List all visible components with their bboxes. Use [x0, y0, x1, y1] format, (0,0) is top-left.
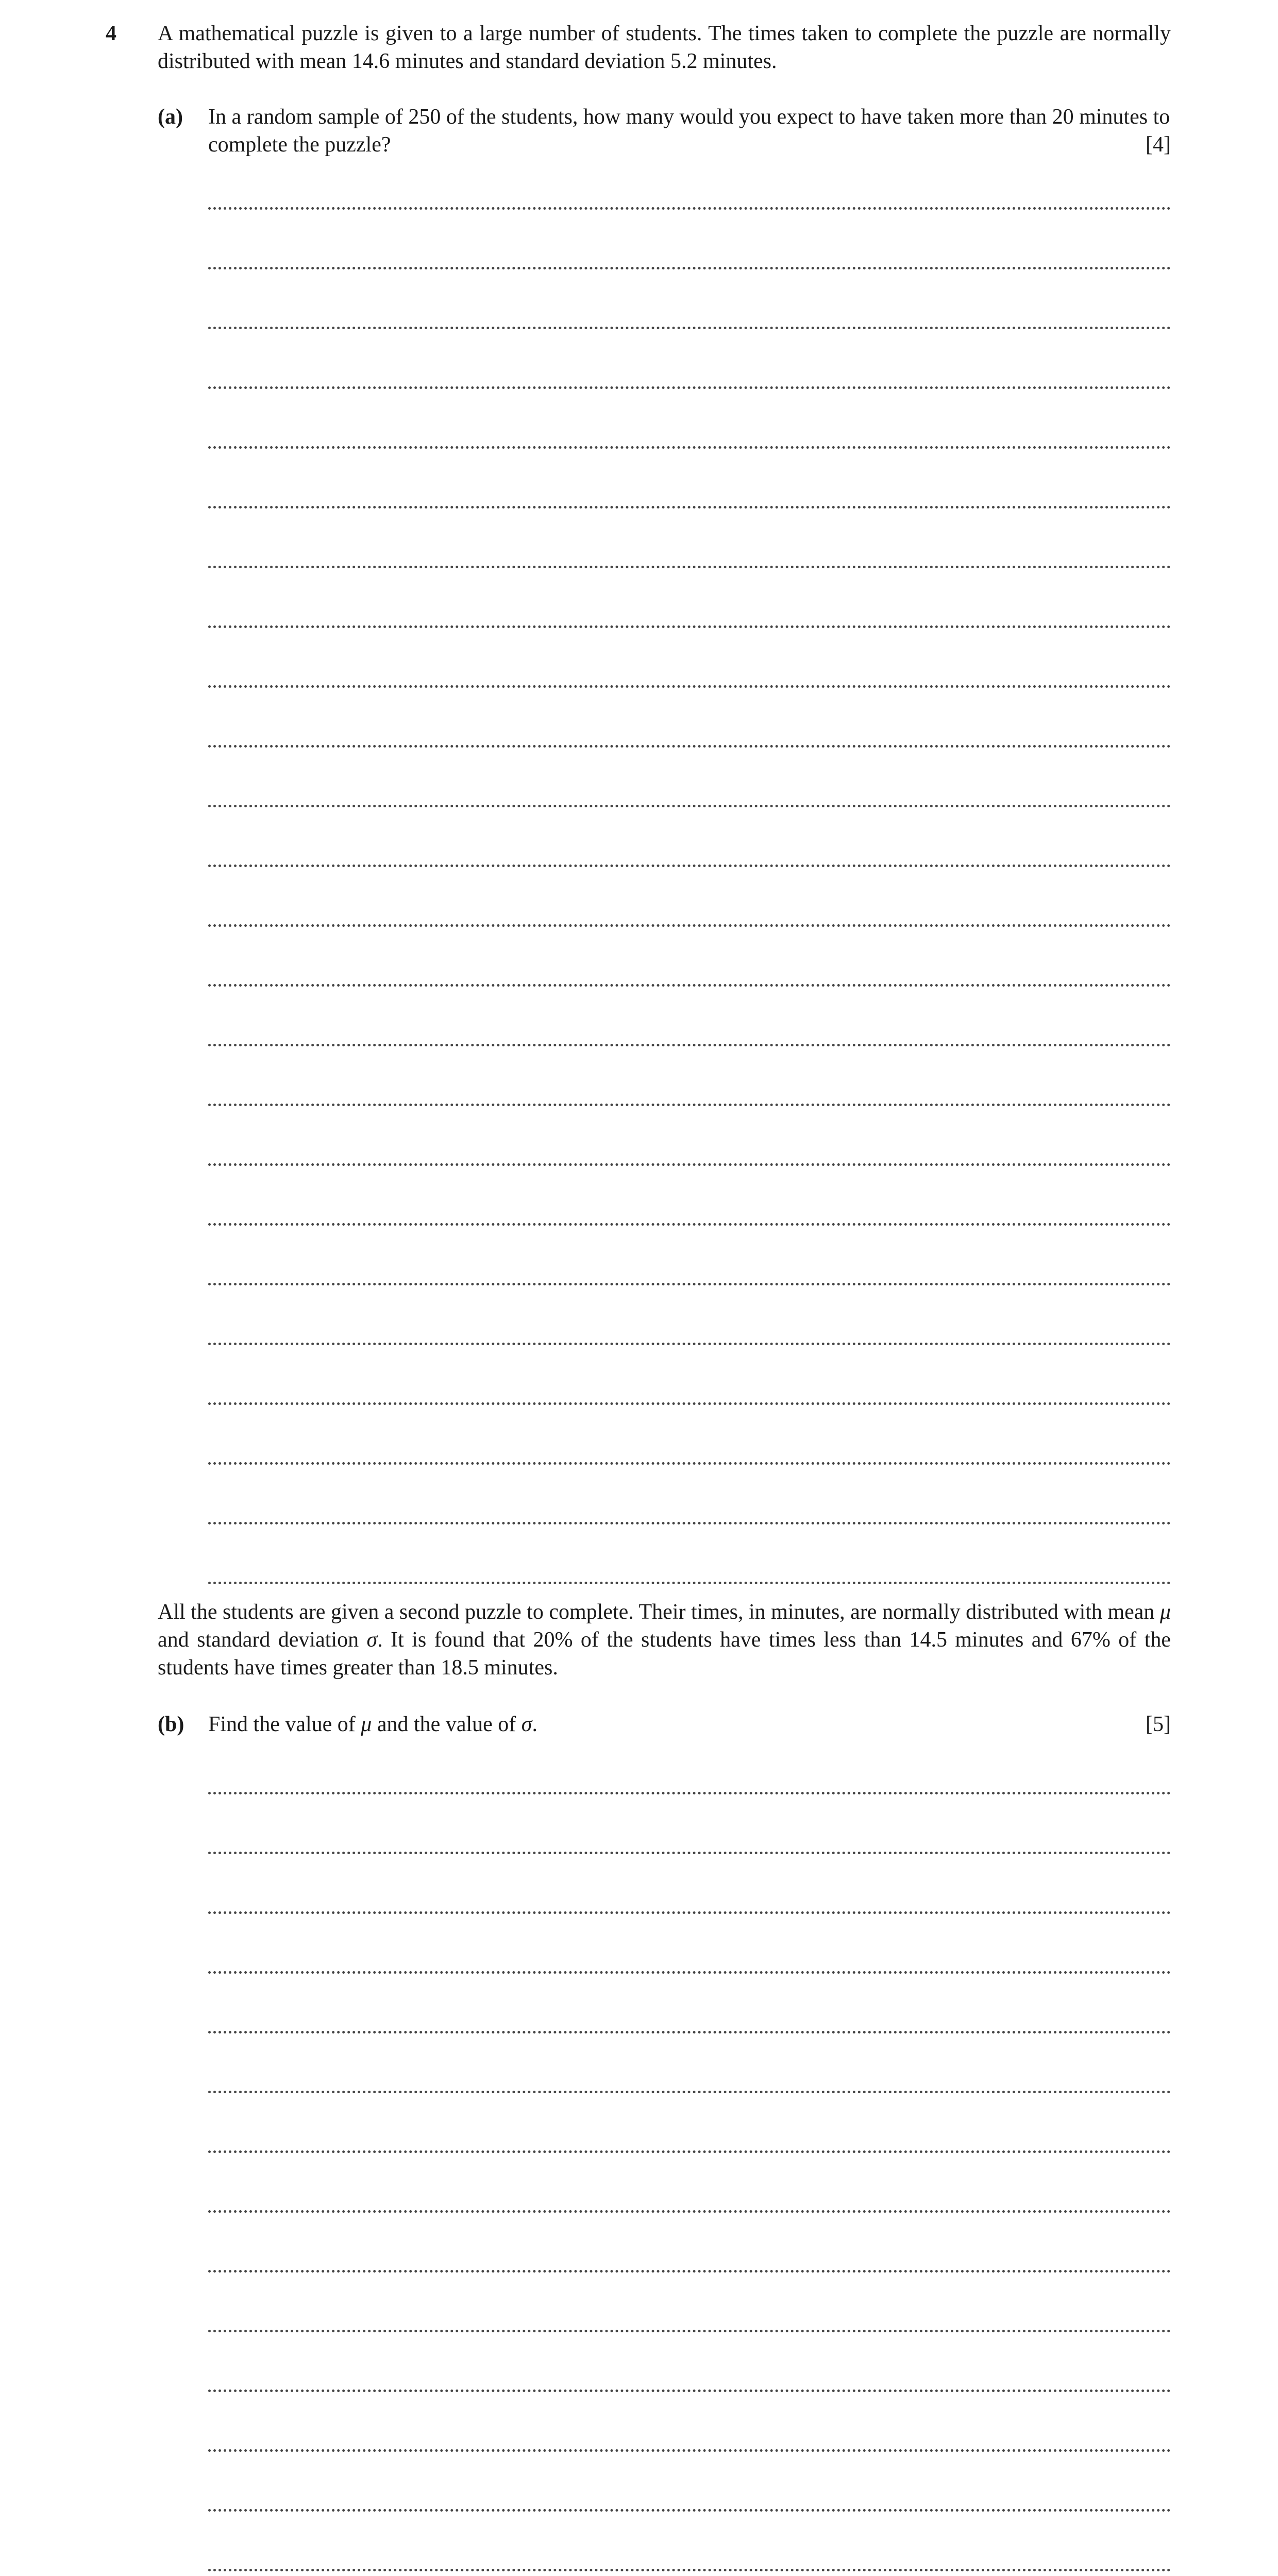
answer-line[interactable] [208, 865, 1171, 867]
answer-line[interactable] [208, 2449, 1171, 2452]
answer-line[interactable] [208, 506, 1171, 509]
answer-line[interactable] [208, 2270, 1171, 2273]
answer-line[interactable] [208, 2150, 1171, 2153]
answer-line[interactable] [208, 685, 1171, 688]
answer-line[interactable] [208, 327, 1171, 329]
answer-line[interactable] [208, 1911, 1171, 1914]
answer-line[interactable] [208, 566, 1171, 568]
sigma-symbol: σ [366, 1628, 378, 1652]
answer-line[interactable] [208, 745, 1171, 748]
answer-line[interactable] [208, 1104, 1171, 1106]
stem-text-3: . It is found that 20% of the students have times less than 14.5 minutes and 67% of the students have times greater than 18.5 minutes. [158, 1628, 1171, 1680]
part-b-marks: [5] [1146, 1713, 1171, 1736]
answer-line[interactable] [208, 386, 1171, 389]
answer-line[interactable] [208, 1283, 1171, 1285]
question-intro: A mathematical puzzle is given to a large number of students. The times taken to complete the puzzle are normally distributed with mean 14.6 minutes and standard deviation 5.2 minutes. [158, 22, 1171, 73]
answer-line[interactable] [208, 2091, 1171, 2093]
answer-line[interactable] [208, 625, 1171, 628]
answer-line[interactable] [208, 1792, 1171, 1794]
answer-line[interactable] [208, 1852, 1171, 1854]
answer-line[interactable] [208, 2031, 1171, 2033]
answer-line[interactable] [208, 805, 1171, 807]
answer-line[interactable] [208, 1462, 1171, 1465]
answer-line[interactable] [208, 1163, 1171, 1166]
part-a-text: In a random sample of 250 of the students, how many would you expect to have taken more than 20 minutes to complete the puzzle? [208, 105, 1170, 157]
answer-line[interactable] [208, 267, 1171, 269]
part-b-text-3: . [532, 1713, 537, 1736]
answer-line[interactable] [208, 2509, 1171, 2512]
mu-symbol: μ [361, 1713, 372, 1736]
answer-line[interactable] [208, 1582, 1171, 1584]
part-b-label: (b) [158, 1713, 184, 1736]
part-a-marks: [4] [1146, 133, 1171, 157]
answer-line[interactable] [208, 924, 1171, 927]
answer-line[interactable] [208, 1044, 1171, 1046]
sigma-symbol: σ [521, 1713, 532, 1736]
answer-line[interactable] [208, 207, 1171, 210]
mu-symbol: μ [1159, 1600, 1171, 1624]
part-b-text-1: Find the value of [208, 1713, 361, 1736]
answer-line[interactable] [208, 2569, 1171, 2571]
answer-line[interactable] [208, 446, 1171, 449]
question-number: 4 [106, 22, 116, 45]
part-a-answer-area[interactable] [208, 207, 1171, 1641]
answer-line[interactable] [208, 2210, 1171, 2213]
answer-line[interactable] [208, 1522, 1171, 1524]
answer-line[interactable] [208, 2389, 1171, 2392]
answer-line[interactable] [208, 1971, 1171, 1974]
answer-line[interactable] [208, 984, 1171, 987]
part-b-answer-area[interactable] [208, 1792, 1171, 2576]
stem-text-1: All the students are given a second puzzle to complete. Their times, in minutes, are normally distributed with mean [158, 1600, 1160, 1624]
part-a-question [208, 103, 1171, 159]
part-b-stem [158, 1598, 1171, 1682]
answer-line[interactable] [208, 1402, 1171, 1405]
stem-text-2: and standard deviation [158, 1628, 367, 1652]
part-b-question [208, 1710, 1171, 1738]
answer-line[interactable] [208, 2330, 1171, 2332]
part-b-text-2: and the value of [372, 1713, 522, 1736]
answer-line[interactable] [208, 1223, 1171, 1226]
part-a-label: (a) [158, 105, 183, 129]
answer-line[interactable] [208, 1343, 1171, 1345]
